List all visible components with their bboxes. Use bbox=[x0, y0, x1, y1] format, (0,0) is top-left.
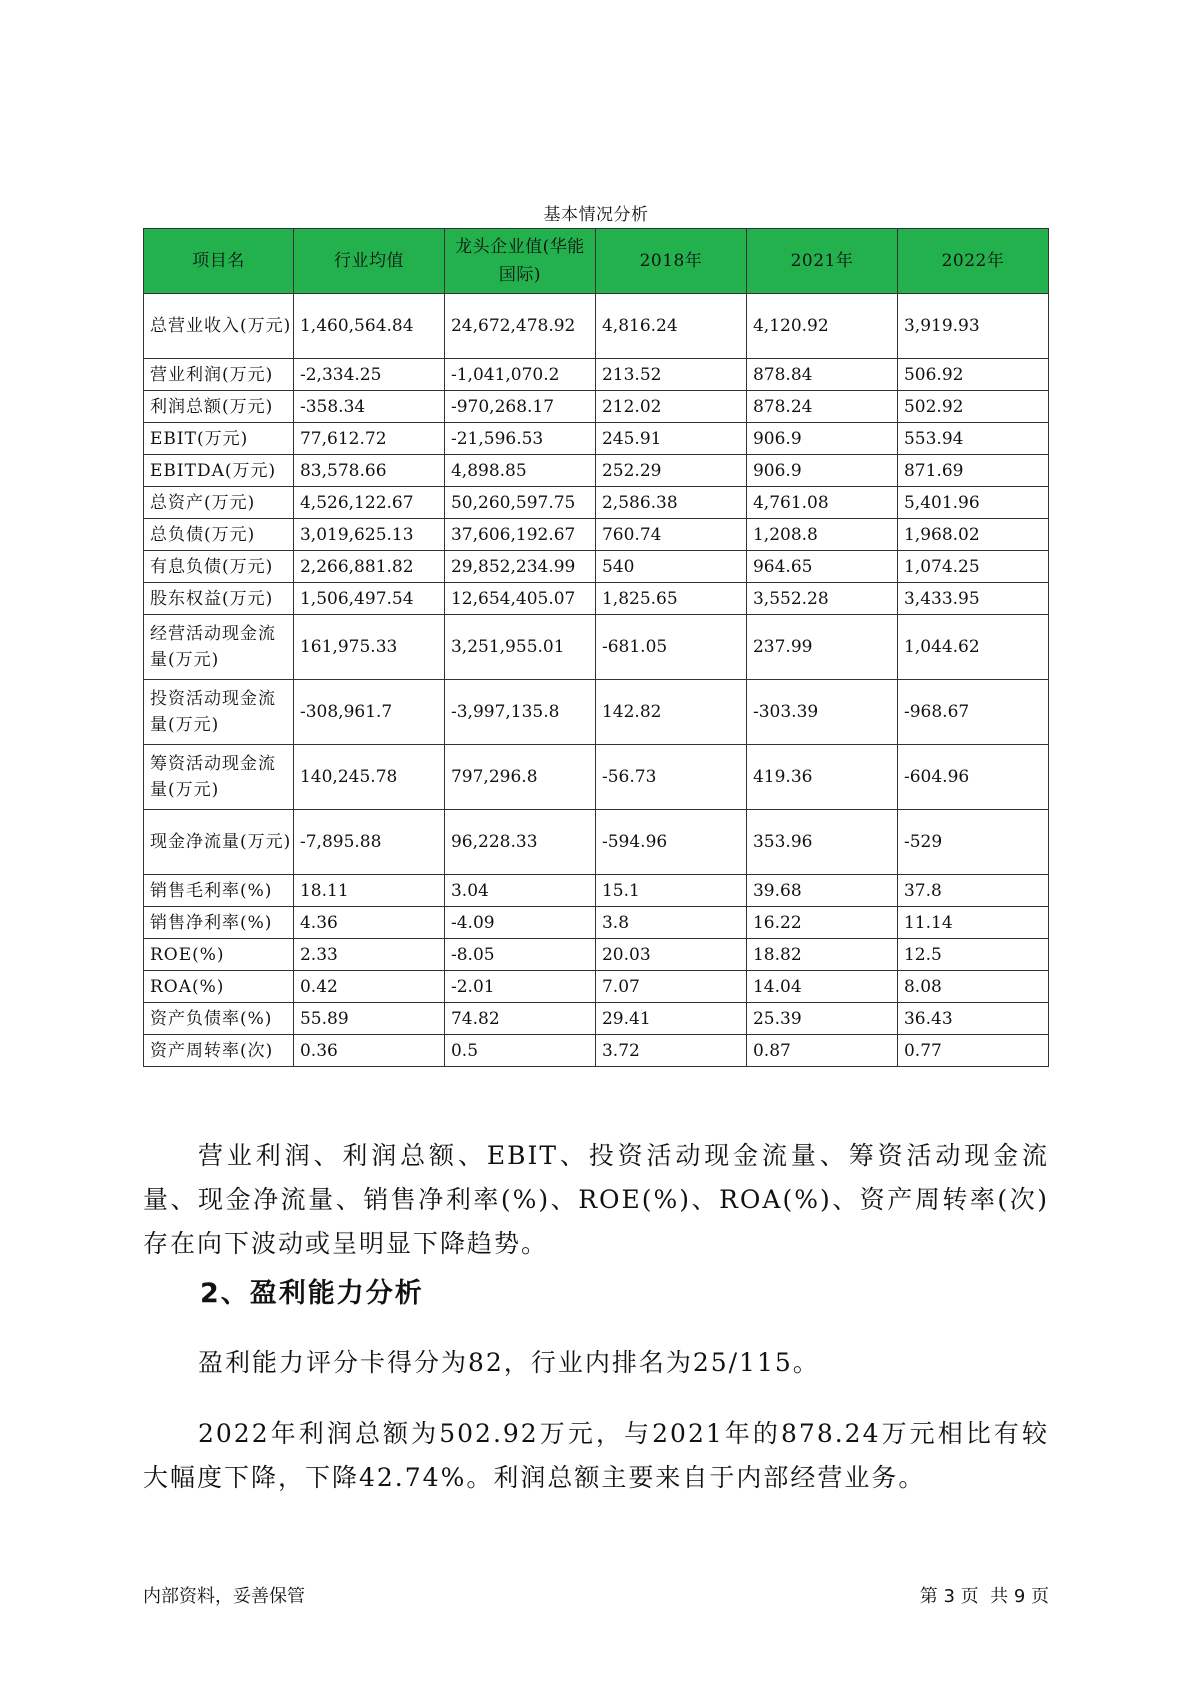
row-value: -3,997,135.8 bbox=[444, 680, 595, 745]
header-item-name: 项目名 bbox=[144, 229, 294, 294]
table-row bbox=[144, 907, 1049, 939]
row-value: 3.04 bbox=[444, 875, 595, 907]
row-value: 8.08 bbox=[897, 971, 1048, 1003]
row-value: 1,968.02 bbox=[897, 519, 1048, 551]
row-value: 20.03 bbox=[595, 939, 746, 971]
table-row bbox=[144, 294, 1049, 359]
row-label: 经营活动现金流量(万元) bbox=[144, 615, 294, 680]
row-value: 39.68 bbox=[746, 875, 897, 907]
table-row bbox=[144, 391, 1049, 423]
row-label: 总资产(万元) bbox=[144, 487, 294, 519]
row-value: 4,761.08 bbox=[746, 487, 897, 519]
row-value: 0.5 bbox=[444, 1035, 595, 1067]
row-value: 878.84 bbox=[746, 359, 897, 391]
row-label: 现金净流量(万元) bbox=[144, 810, 294, 875]
row-value: -303.39 bbox=[746, 680, 897, 745]
row-value: -358.34 bbox=[293, 391, 444, 423]
footer-page-number: 第 3 页 共 9 页 bbox=[919, 1586, 1049, 1607]
row-value: -8.05 bbox=[444, 939, 595, 971]
row-value: 1,044.62 bbox=[897, 615, 1048, 680]
row-label: 资产周转率(次) bbox=[144, 1035, 294, 1067]
row-value: 4,816.24 bbox=[595, 294, 746, 359]
row-label: 总营业收入(万元) bbox=[144, 294, 294, 359]
row-value: 4,526,122.67 bbox=[293, 487, 444, 519]
row-value: -4.09 bbox=[444, 907, 595, 939]
table-row bbox=[144, 455, 1049, 487]
row-value: 797,296.8 bbox=[444, 745, 595, 810]
row-value: 252.29 bbox=[595, 455, 746, 487]
row-value: 2,586.38 bbox=[595, 487, 746, 519]
row-value: -1,041,070.2 bbox=[444, 359, 595, 391]
row-label: 资产负债率(%) bbox=[144, 1003, 294, 1035]
table-caption: 基本情况分析 bbox=[543, 205, 649, 225]
row-value: 74.82 bbox=[444, 1003, 595, 1035]
row-value: 11.14 bbox=[897, 907, 1048, 939]
table-row bbox=[144, 615, 1049, 680]
header-leading-company: 龙头企业值(华能国际) bbox=[444, 229, 595, 294]
footer-confidential-note: 内部资料，妥善保管 bbox=[143, 1586, 305, 1607]
row-value: 878.24 bbox=[746, 391, 897, 423]
table-header-row bbox=[144, 229, 1049, 294]
header-industry-average: 行业均值 bbox=[293, 229, 444, 294]
profit-paragraph: 2022年利润总额为502.92万元，与2021年的878.24万元相比有较大幅度下降，下降42.74%。利润总额主要来自于内部经营业务。 bbox=[143, 1419, 1049, 1492]
row-value: 0.36 bbox=[293, 1035, 444, 1067]
row-value: 18.11 bbox=[293, 875, 444, 907]
table-row bbox=[144, 583, 1049, 615]
row-value: 3,251,955.01 bbox=[444, 615, 595, 680]
row-value: 4,898.85 bbox=[444, 455, 595, 487]
row-value: 25.39 bbox=[746, 1003, 897, 1035]
table-row bbox=[144, 939, 1049, 971]
row-value: 161,975.33 bbox=[293, 615, 444, 680]
row-value: 245.91 bbox=[595, 423, 746, 455]
row-label: 股东权益(万元) bbox=[144, 583, 294, 615]
row-value: -968.67 bbox=[897, 680, 1048, 745]
row-value: 1,825.65 bbox=[595, 583, 746, 615]
row-label: ROE(%) bbox=[144, 939, 294, 971]
row-label: 销售净利率(%) bbox=[144, 907, 294, 939]
row-label: EBITDA(万元) bbox=[144, 455, 294, 487]
row-value: 3.8 bbox=[595, 907, 746, 939]
header-year-2018: 2018年 bbox=[595, 229, 746, 294]
row-value: 12,654,405.07 bbox=[444, 583, 595, 615]
row-value: 0.87 bbox=[746, 1035, 897, 1067]
table-row bbox=[144, 1003, 1049, 1035]
header-year-2021: 2021年 bbox=[746, 229, 897, 294]
row-value: 1,506,497.54 bbox=[293, 583, 444, 615]
row-value: -681.05 bbox=[595, 615, 746, 680]
row-value: 5,401.96 bbox=[897, 487, 1048, 519]
row-label: 营业利润(万元) bbox=[144, 359, 294, 391]
row-value: 237.99 bbox=[746, 615, 897, 680]
row-label: 筹资活动现金流量(万元) bbox=[144, 745, 294, 810]
row-label: 总负债(万元) bbox=[144, 519, 294, 551]
row-value: 37,606,192.67 bbox=[444, 519, 595, 551]
table-row bbox=[144, 551, 1049, 583]
score-paragraph: 盈利能力评分卡得分为82，行业内排名为25/115。 bbox=[198, 1348, 820, 1377]
row-value: 871.69 bbox=[897, 455, 1048, 487]
row-value: 15.1 bbox=[595, 875, 746, 907]
row-value: 906.9 bbox=[746, 455, 897, 487]
row-value: 4.36 bbox=[293, 907, 444, 939]
row-value: 96,228.33 bbox=[444, 810, 595, 875]
row-value: 760.74 bbox=[595, 519, 746, 551]
row-value: -594.96 bbox=[595, 810, 746, 875]
table-row bbox=[144, 359, 1049, 391]
basic-analysis-table bbox=[143, 228, 1049, 1067]
row-value: 29,852,234.99 bbox=[444, 551, 595, 583]
row-value: 3,019,625.13 bbox=[293, 519, 444, 551]
row-label: 投资活动现金流量(万元) bbox=[144, 680, 294, 745]
row-value: 213.52 bbox=[595, 359, 746, 391]
row-value: 24,672,478.92 bbox=[444, 294, 595, 359]
row-value: 50,260,597.75 bbox=[444, 487, 595, 519]
row-value: 16.22 bbox=[746, 907, 897, 939]
row-value: 553.94 bbox=[897, 423, 1048, 455]
row-value: 36.43 bbox=[897, 1003, 1048, 1035]
row-value: 14.04 bbox=[746, 971, 897, 1003]
row-value: 7.07 bbox=[595, 971, 746, 1003]
row-value: 3.72 bbox=[595, 1035, 746, 1067]
row-value: 3,919.93 bbox=[897, 294, 1048, 359]
row-value: 502.92 bbox=[897, 391, 1048, 423]
row-value: 29.41 bbox=[595, 1003, 746, 1035]
row-value: 4,120.92 bbox=[746, 294, 897, 359]
section-heading: 2、盈利能力分析 bbox=[200, 1278, 424, 1309]
row-label: 销售毛利率(%) bbox=[144, 875, 294, 907]
row-value: 964.65 bbox=[746, 551, 897, 583]
row-value: -308,961.7 bbox=[293, 680, 444, 745]
row-value: 540 bbox=[595, 551, 746, 583]
row-value: 419.36 bbox=[746, 745, 897, 810]
row-value: -21,596.53 bbox=[444, 423, 595, 455]
row-value: -56.73 bbox=[595, 745, 746, 810]
row-value: -970,268.17 bbox=[444, 391, 595, 423]
summary-paragraph: 营业利润、利润总额、EBIT、投资活动现金流量、筹资活动现金流量、现金净流量、销售净利率(%)、ROE(%)、ROA(%)、资产周转率(次)存在向下波动或呈明显下降趋势。 bbox=[143, 1141, 1049, 1258]
table-row bbox=[144, 423, 1049, 455]
row-value: 353.96 bbox=[746, 810, 897, 875]
row-value: 906.9 bbox=[746, 423, 897, 455]
row-value: -2.01 bbox=[444, 971, 595, 1003]
row-value: 55.89 bbox=[293, 1003, 444, 1035]
row-value: 0.77 bbox=[897, 1035, 1048, 1067]
row-value: 2,266,881.82 bbox=[293, 551, 444, 583]
row-value: 1,460,564.84 bbox=[293, 294, 444, 359]
row-value: 0.42 bbox=[293, 971, 444, 1003]
table-row bbox=[144, 971, 1049, 1003]
row-value: 140,245.78 bbox=[293, 745, 444, 810]
row-value: 506.92 bbox=[897, 359, 1048, 391]
row-value: 18.82 bbox=[746, 939, 897, 971]
row-label: 有息负债(万元) bbox=[144, 551, 294, 583]
row-value: 1,208.8 bbox=[746, 519, 897, 551]
table-row bbox=[144, 875, 1049, 907]
table-body bbox=[144, 294, 1049, 1067]
table-row bbox=[144, 519, 1049, 551]
row-label: 利润总额(万元) bbox=[144, 391, 294, 423]
table-row bbox=[144, 487, 1049, 519]
row-value: 2.33 bbox=[293, 939, 444, 971]
row-value: -529 bbox=[897, 810, 1048, 875]
table-row bbox=[144, 1035, 1049, 1067]
row-value: 37.8 bbox=[897, 875, 1048, 907]
row-value: 12.5 bbox=[897, 939, 1048, 971]
row-label: EBIT(万元) bbox=[144, 423, 294, 455]
row-value: 1,074.25 bbox=[897, 551, 1048, 583]
row-value: 142.82 bbox=[595, 680, 746, 745]
header-year-2022: 2022年 bbox=[897, 229, 1048, 294]
row-value: 83,578.66 bbox=[293, 455, 444, 487]
row-value: -604.96 bbox=[897, 745, 1048, 810]
table-row bbox=[144, 745, 1049, 810]
row-value: 212.02 bbox=[595, 391, 746, 423]
table-row bbox=[144, 680, 1049, 745]
row-value: 77,612.72 bbox=[293, 423, 444, 455]
row-label: ROA(%) bbox=[144, 971, 294, 1003]
row-value: -7,895.88 bbox=[293, 810, 444, 875]
table-row bbox=[144, 810, 1049, 875]
row-value: 3,552.28 bbox=[746, 583, 897, 615]
row-value: 3,433.95 bbox=[897, 583, 1048, 615]
row-value: -2,334.25 bbox=[293, 359, 444, 391]
